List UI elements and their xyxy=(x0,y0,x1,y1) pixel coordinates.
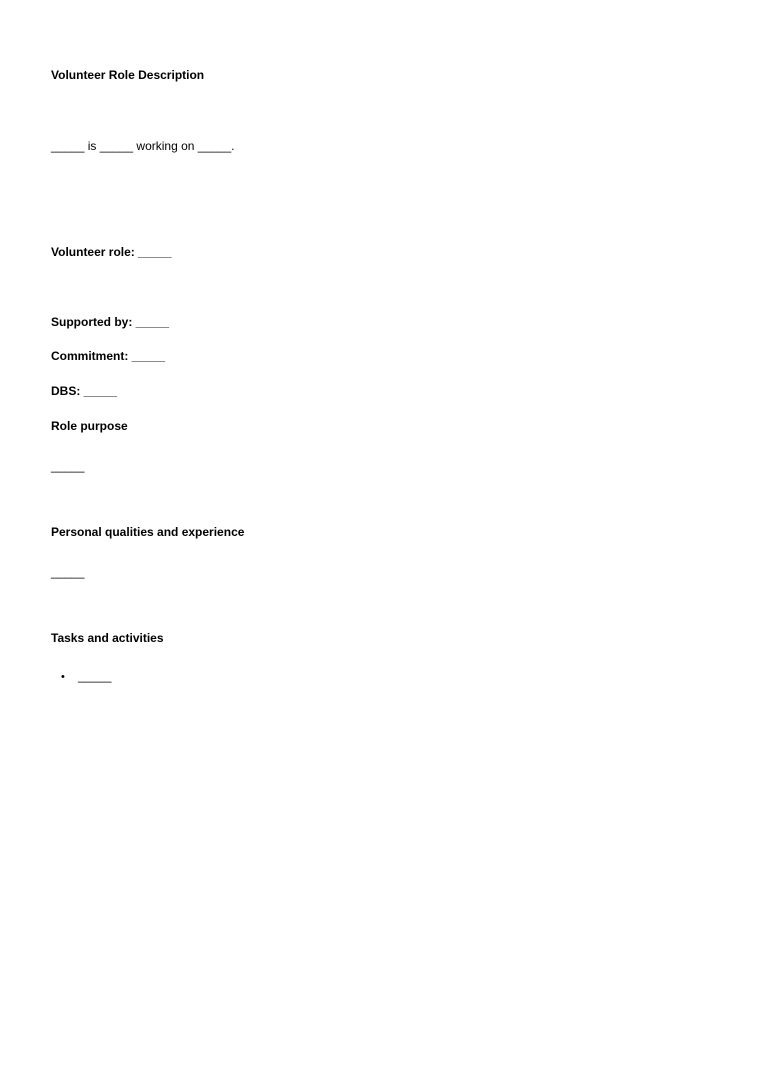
task-item-text: _____ xyxy=(78,669,112,683)
personal-qualities-heading: Personal qualities and experience xyxy=(51,525,245,539)
list-item xyxy=(61,669,111,685)
tasks-heading: Tasks and activities xyxy=(51,631,164,645)
document-title: Volunteer Role Description xyxy=(51,68,205,82)
supported-by-field: Supported by: _____ xyxy=(51,315,170,329)
role-purpose-value: _____ xyxy=(51,459,85,473)
intro-sentence: _____ is _____ working on _____. xyxy=(51,139,235,153)
volunteer-role-field: Volunteer role: _____ xyxy=(51,245,172,259)
role-purpose-heading: Role purpose xyxy=(51,419,128,433)
bullet-icon: • xyxy=(61,671,65,683)
commitment-field: Commitment: _____ xyxy=(51,349,166,363)
personal-qualities-value: _____ xyxy=(51,565,85,579)
dbs-field: DBS: _____ xyxy=(51,384,118,398)
